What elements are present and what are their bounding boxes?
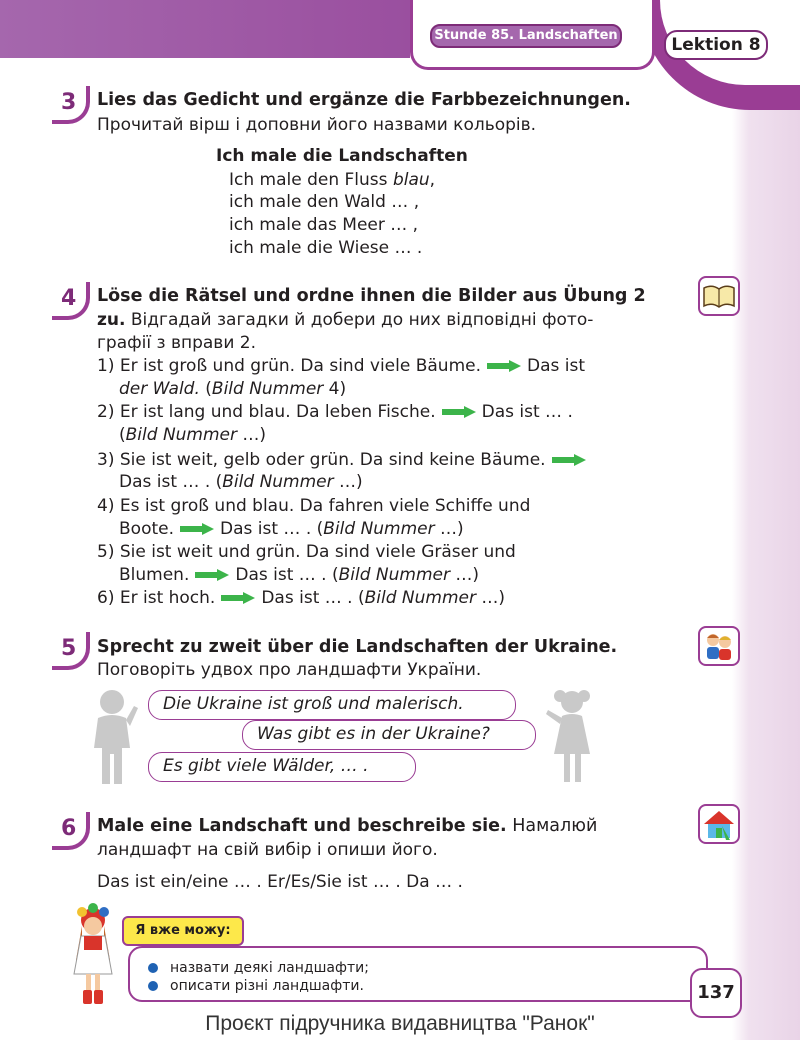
exercise-number-6: 6 <box>52 812 92 852</box>
book-icon <box>698 276 740 316</box>
page-number: 137 <box>690 968 742 1018</box>
ex4-subtitle: графії з вправи 2. <box>97 333 257 353</box>
bullet-icon <box>148 963 158 973</box>
poem-line-1: Ich male den Fluss blau, <box>229 170 436 190</box>
arrow-right-icon <box>487 360 521 372</box>
riddle-4: 4) Es ist groß und blau. Da fahren viele Schiffe und <box>97 496 531 516</box>
riddle-4-answer: Boote. Das ist … . (Bild Nummer …) <box>119 519 464 539</box>
riddle-6: 6) Er ist hoch. Das ist … . (Bild Nummer …) <box>97 588 506 608</box>
children-pair-icon <box>698 626 740 666</box>
arrow-right-icon <box>442 406 476 418</box>
speech-bubble-2: Was gibt es in der Ukraine? <box>242 720 536 750</box>
riddle-1: 1) Er ist groß und grün. Da sind viele Bäume. Das ist <box>97 356 586 376</box>
bullet-icon <box>148 981 158 991</box>
summary-item-2: описати різні ландшафти. <box>148 978 364 994</box>
footer-caption: Проєкт підручника видавництва "Ранок" <box>205 1012 595 1035</box>
riddle-3: 3) Sie ist weit, gelb oder grün. Da sind keine Bäume. <box>97 450 592 470</box>
speech-bubble-1: Die Ukraine ist groß und malerisch. <box>148 690 516 720</box>
exercise-number-3: 3 <box>52 86 92 126</box>
speech-bubble-3: Es gibt viele Wälder, … . <box>148 752 416 782</box>
exercise-number-4: 4 <box>52 282 92 322</box>
girl-illustration <box>62 902 124 1008</box>
riddle-1-answer: der Wald. (Bild Nummer 4) <box>119 379 347 399</box>
summary-item-1: назвати деякі ландшафти; <box>148 960 369 976</box>
ex5-subtitle: Поговоріть удвох про ландшафти України. <box>97 660 482 680</box>
lesson-pill: Stunde 85. Landschaften <box>430 24 622 48</box>
poem-line-2: ich male den Wald … , <box>229 192 420 212</box>
summary-label: Я вже можу: <box>122 916 244 946</box>
riddle-2: 2) Er ist lang und blau. Da leben Fische. Das ist … . <box>97 402 573 422</box>
girl-silhouette <box>542 688 598 786</box>
header-band <box>0 0 410 58</box>
riddle-2-answer: (Bild Nummer …) <box>119 425 267 445</box>
poem-line-3: ich male das Meer … , <box>229 215 419 235</box>
right-sidebar <box>732 110 800 1040</box>
riddle-5-answer: Blumen. Das ist … . (Bild Nummer …) <box>119 565 480 585</box>
arrow-right-icon <box>552 454 586 466</box>
arrow-right-icon <box>180 523 214 535</box>
lektion-badge: Lektion 8 <box>664 30 768 60</box>
poem-title: Ich male die Landschaften <box>216 146 468 166</box>
house-paint-icon <box>698 804 740 844</box>
ex5-title: Sprecht zu zweit über die Landschaften der Ukraine. <box>97 637 618 657</box>
ex6-subtitle: ландшафт на свій вибір і опиши його. <box>97 840 438 860</box>
ex3-title: Lies das Gedicht und ergänze die Farbbezeichnungen. <box>97 90 631 110</box>
ex4-title: Löse die Rätsel und ordne ihnen die Bilder aus Übung 2 <box>97 286 646 306</box>
ex6-sentence: Das ist ein/eine … . Er/Es/Sie ist … . Da … . <box>97 872 463 892</box>
boy-silhouette <box>86 688 142 786</box>
ex6-title: Male eine Landschaft und beschreibe sie. Намалюй <box>97 816 598 836</box>
exercise-number-5: 5 <box>52 632 92 672</box>
riddle-5: 5) Sie ist weit und grün. Da sind viele Gräser und <box>97 542 516 562</box>
poem-line-4: ich male die Wiese … . <box>229 238 423 258</box>
arrow-right-icon <box>195 569 229 581</box>
ex4-title-line2: zu. Відгадай загадки й добери до них відповідні фото- <box>97 310 594 330</box>
riddle-3-answer: Das ist … . (Bild Nummer …) <box>119 472 363 492</box>
ex3-subtitle: Прочитай вірш і доповни його назвами кольорів. <box>97 115 537 135</box>
arrow-right-icon <box>221 592 255 604</box>
